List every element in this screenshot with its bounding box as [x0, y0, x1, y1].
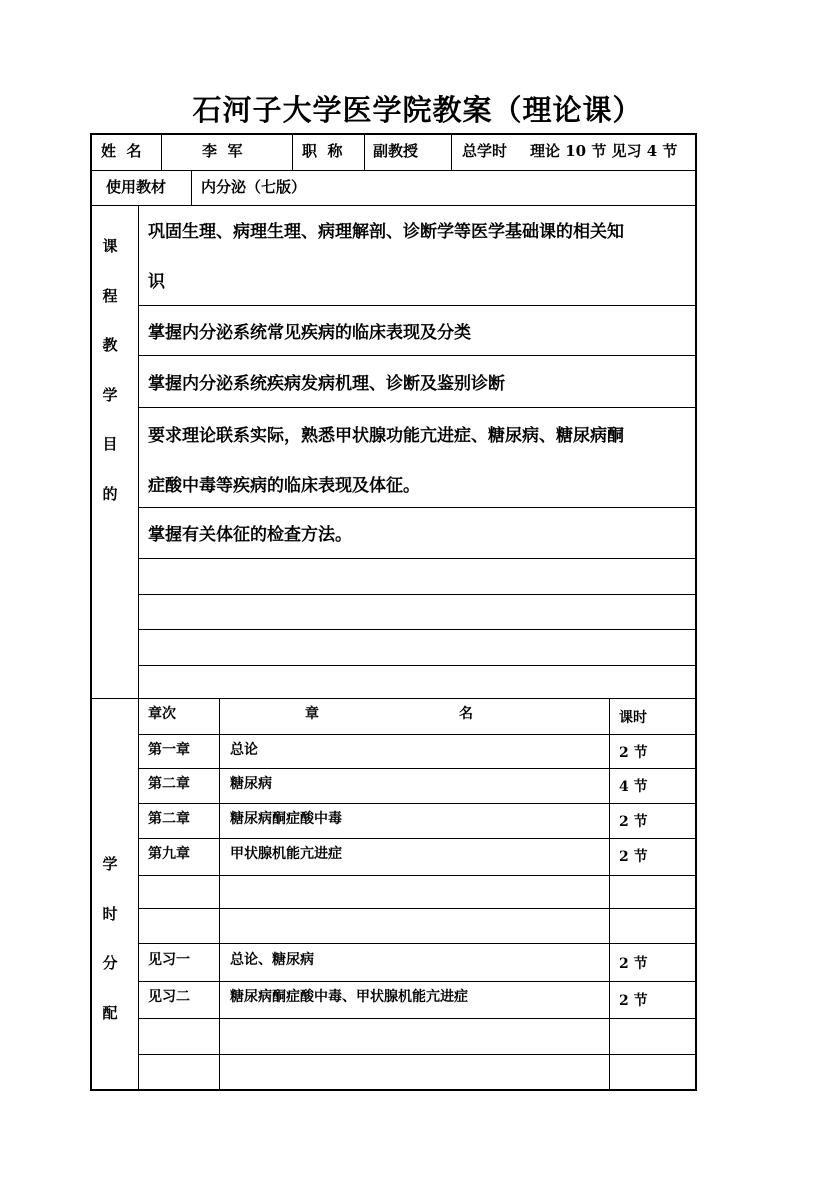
name-label: 姓 名 [101, 142, 142, 160]
objective-2: 掌握内分泌系统常见疾病的临床表现及分类 [148, 323, 471, 343]
row-number: 见习二 [148, 989, 190, 1005]
schedule-header-number: 章次 [148, 706, 176, 722]
row-number: 第二章 [148, 811, 190, 827]
objective-5: 掌握有关体征的检查方法。 [148, 525, 352, 545]
objective-1-line-1: 巩固生理、病理生理、病理解剖、诊断学等医学基础课的相关知 [148, 222, 624, 242]
row-name: 糖尿病酮症酸中毒、甲状腺机能亢进症 [230, 989, 468, 1005]
schedule-header-hours: 课时 [619, 710, 647, 726]
row-number: 见习一 [148, 952, 190, 968]
position-value: 副教授 [373, 142, 419, 160]
objective-4-line-2: 症酸中毒等疾病的临床表现及体征。 [148, 476, 420, 496]
row-hours: 2 节 [619, 993, 648, 1009]
row-name: 总论、糖尿病 [230, 952, 314, 968]
row-hours: 2 节 [619, 956, 648, 972]
textbook-value: 内分泌（七版） [201, 178, 307, 196]
page-title: 石河子大学医学院教案（理论课） [192, 93, 643, 127]
row-name: 甲状腺机能亢进症 [230, 846, 342, 862]
total-hours-label: 总学时 [462, 142, 508, 160]
schedule-header-name-right: 名 [459, 706, 473, 722]
objective-1-line-2: 识 [148, 272, 165, 292]
row-name: 糖尿病酮症酸中毒 [230, 811, 342, 827]
row-hours: 2 节 [619, 814, 648, 830]
row-name: 糖尿病 [230, 776, 272, 792]
position-label: 职 称 [302, 142, 343, 160]
name-value: 李 军 [202, 142, 243, 160]
schedule-header-name-left: 章 [305, 706, 319, 722]
row-number: 第一章 [148, 742, 190, 758]
objective-4-line-1: 要求理论联系实际，熟悉甲状腺功能亢进症、糖尿病、糖尿病酮 [148, 426, 624, 446]
row-hours: 2 节 [619, 849, 648, 865]
row-hours: 4 节 [619, 779, 648, 795]
row-number: 第九章 [148, 846, 190, 862]
objective-3: 掌握内分泌系统疾病发病机理、诊断及鉴别诊断 [148, 374, 505, 394]
textbook-label: 使用教材 [106, 178, 167, 196]
total-hours-value: 理论 10 节 见习 4 节 [530, 142, 678, 160]
row-hours: 2 节 [619, 745, 648, 761]
row-name: 总论 [230, 742, 258, 758]
row-number: 第二章 [148, 776, 190, 792]
